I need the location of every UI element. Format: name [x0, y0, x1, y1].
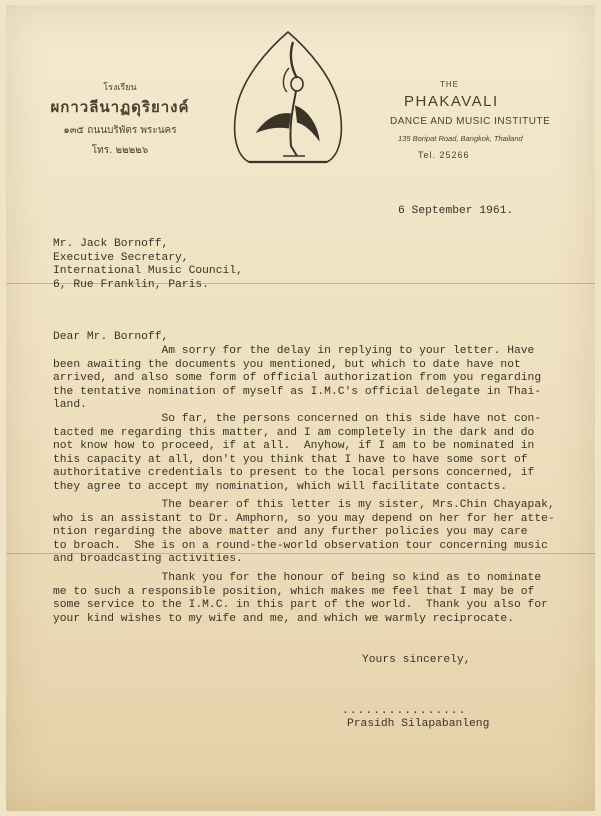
recipient-line: 6, Rue Franklin, Paris.	[53, 278, 209, 291]
paragraph-line: Am sorry for the delay in replying to your letter. Have	[53, 345, 535, 357]
signer-name: Prasidh Silapabanleng	[347, 718, 490, 730]
paragraph-line: some service to the I.M.C. in this part of the world. Thank you also for	[53, 599, 548, 611]
letterhead-thai-address: ๑๓๕ ถนนบริพัตร พระนคร	[63, 125, 177, 136]
letterhead-thai-small: โรงเรียน	[103, 83, 137, 93]
paragraph-line: your kind wishes to my wife and me, and which we warmly reciprocate.	[53, 612, 514, 625]
closing: Yours sincerely,	[362, 654, 471, 666]
recipient-address	[53, 238, 243, 292]
paragraph-1	[53, 345, 541, 413]
paragraph-line: authoritative credentials to present to the local persons concerned, if	[53, 467, 535, 479]
paragraph-4	[53, 572, 548, 626]
paragraph-line: not know how to proceed, if at all. Anyhow, if I am to be nominated in	[53, 440, 535, 452]
paragraph-line: to broach. She is on a round-the-world observation tour concerning music	[53, 539, 548, 552]
paragraph-line: been awaiting the documents you mentioned, but which to date have not	[53, 358, 521, 371]
letterhead-institute-subtitle: DANCE AND MUSIC INSTITUTE	[390, 116, 551, 127]
paragraph-line: So far, the persons concerned on this side have not con-	[53, 413, 542, 425]
paragraph-line: me to such a responsible position, which makes me feel that I may be of	[53, 585, 535, 598]
letterhead-thai-name: ผกาวลีนาฏดุริยางค์	[50, 98, 190, 116]
recipient-line: Executive Secretary,	[53, 251, 189, 264]
paragraph-line: tacted me regarding this matter, and I am completely in the dark and do	[53, 426, 535, 439]
letterhead-thai-tel: โทร. ๒๒๒๒๖	[91, 145, 149, 156]
paragraph-line: land.	[53, 399, 87, 411]
paragraph-line: who is an assistant to Dr. Amphorn, so you may depend on her for her atte-	[53, 512, 555, 525]
letterhead-institute-tel: Tel. 25266	[418, 150, 470, 160]
letterhead-institute-address: 135 Boripat Road, Bangkok, Thailand	[398, 134, 523, 143]
recipient-line: International Music Council,	[53, 265, 243, 277]
paragraph-line: arrived, and also some form of official authorization from you regarding	[53, 372, 542, 384]
dancer-logo-icon	[227, 28, 349, 168]
paragraph-line: they agree to accept my nomination, which will facilitate contacts.	[53, 480, 508, 493]
signature-line: ................	[342, 705, 467, 717]
paragraph-line: ntion regarding the above matter and any further policies you may care	[53, 526, 528, 538]
letter-date: 6 September 1961.	[398, 205, 514, 217]
paragraph-line: Thank you for the honour of being so kind as to nominate	[53, 572, 542, 584]
paragraph-line: this capacity at all, don't you think that I have to have some sort of	[53, 453, 528, 466]
paragraph-2	[53, 413, 541, 494]
salutation: Dear Mr. Bornoff,	[53, 331, 169, 343]
letterhead-institute-name: PHAKAVALI	[404, 93, 499, 110]
paragraph-line: the tentative nomination of myself as I.M.C's official delegate in Thai-	[53, 385, 542, 398]
paragraph-line: and broadcasting activities.	[53, 553, 243, 565]
recipient-line: Mr. Jack Bornoff,	[53, 238, 169, 250]
paragraph-3	[53, 499, 555, 567]
letterhead-the: THE	[440, 80, 459, 89]
paragraph-line: The bearer of this letter is my sister, Mrs.Chin Chayapak,	[53, 499, 555, 511]
